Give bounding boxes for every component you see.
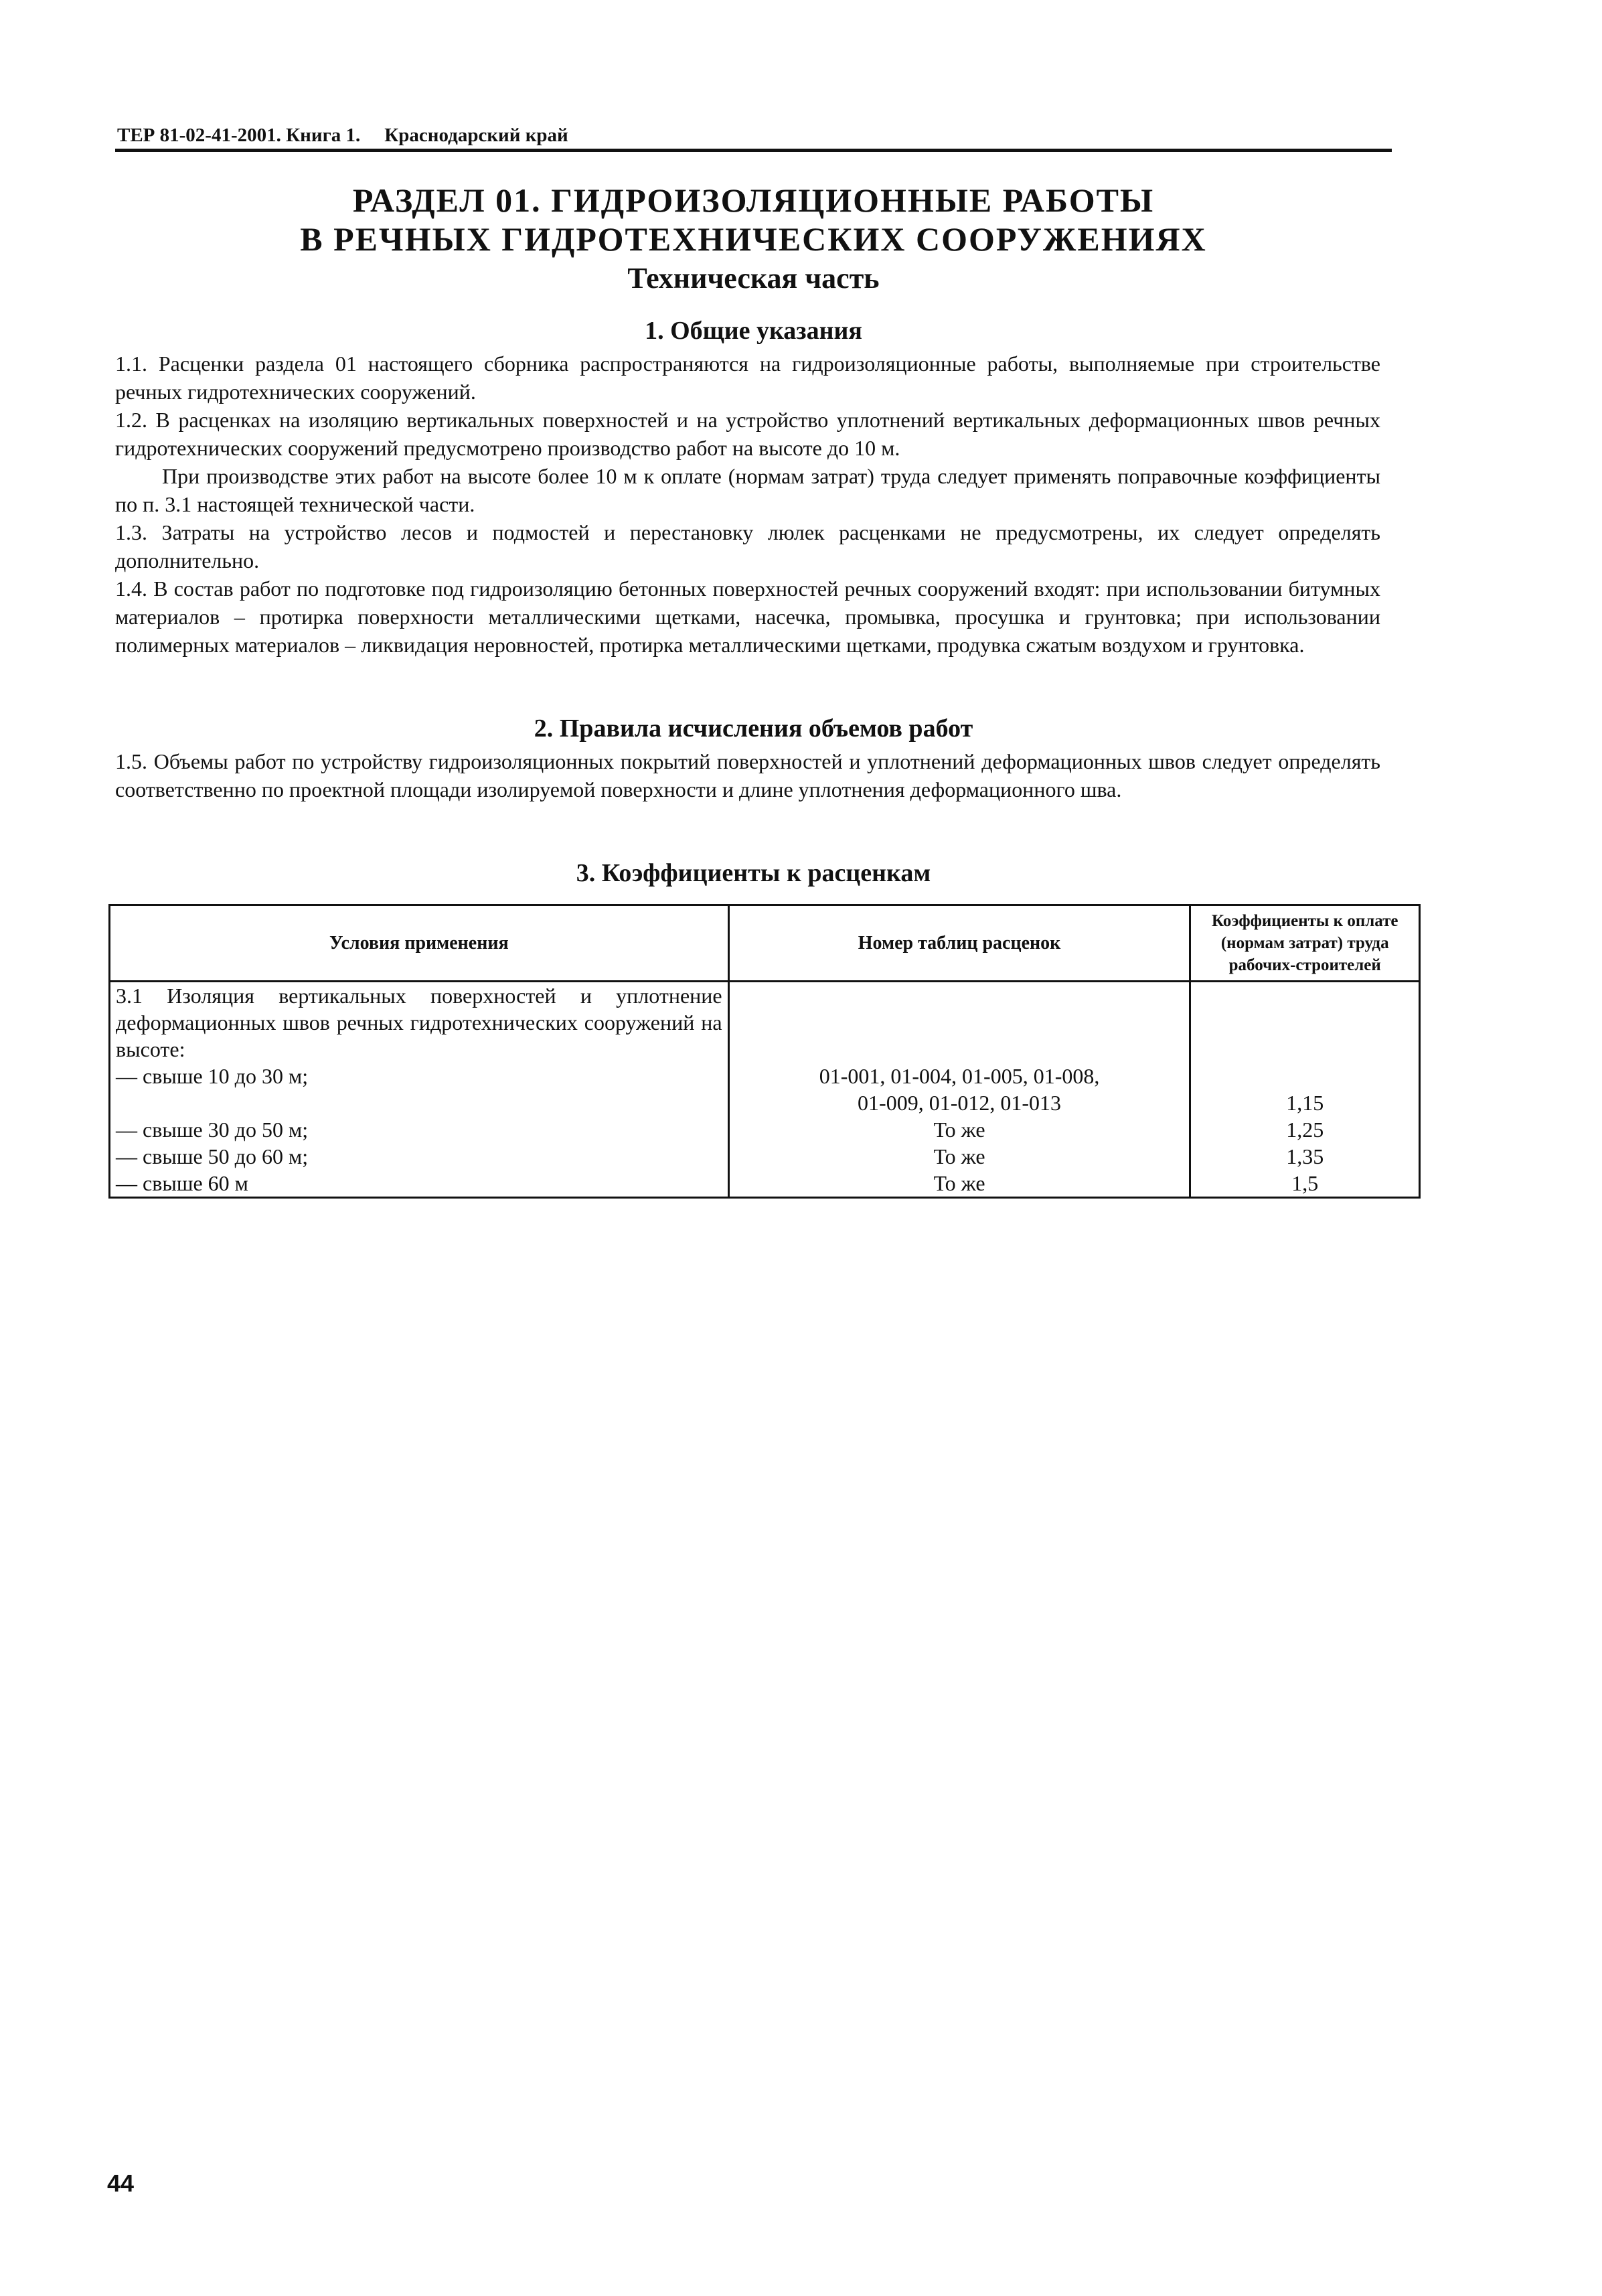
cell-condition: — свыше 30 до 50 м; xyxy=(110,1116,729,1143)
cell-coefficient: 1,25 xyxy=(1190,1116,1420,1143)
heading-coefficients: 3. Коэффициенты к расценкам xyxy=(576,859,931,887)
page-number: 44 xyxy=(107,2169,135,2197)
table-row xyxy=(110,1170,1420,1198)
header-coefficients: Коэффициенты к оплате (нормам затрат) труда рабочих-строителей xyxy=(1190,905,1420,982)
cell-coefficient: 1,15 xyxy=(1190,1063,1420,1116)
paragraph-1-4: 1.4. В состав работ по подготовке под гидроизоляцию бетонных поверхностей речных сооружений входят: при использовании битумных материалов – протирка поверхности металлическими щетками, насечка, промывка, просушка и грунтовка; при использовании полимерных материалов – ликвидация неровностей, протирка металлическими щетками, продувка сжатым воздухом и грунтовка. xyxy=(115,577,1380,657)
paragraph-1-2: 1.2. В расценках на изоляцию вертикальных поверхностей и на устройство уплотнений вертикальных деформационных швов речных гидротехнических сооружений предусмотрено производство работ на высоте до 10 м. xyxy=(115,408,1380,460)
cell-table-numbers: То же xyxy=(728,1170,1190,1198)
cell-intro: 3.1 Изоляция вертикальных поверхностей и уплотнение деформационных швов речных гидротехнических сооружений на высоте: xyxy=(110,982,729,1063)
section-title-line-1: РАЗДЕЛ 01. ГИДРОИЗОЛЯЦИОННЫЕ РАБОТЫ xyxy=(352,181,1155,219)
heading-volume-rules: 2. Правила исчисления объемов работ xyxy=(534,714,973,743)
paragraph-1-5: 1.5. Объемы работ по устройству гидроизоляционных покрытий поверхностей и уплотнений деформационных швов следует определять соответственно по проектной площади изолируемой поверхности и длине уплотнения деформационного шва. xyxy=(115,749,1380,801)
cell-coefficient: 1,5 xyxy=(1190,1170,1420,1198)
general-instructions-text xyxy=(115,350,1380,659)
cell-table-numbers: То же xyxy=(728,1143,1190,1170)
cell-table-numbers xyxy=(728,1063,1190,1116)
running-head xyxy=(117,125,568,147)
section-title-line-2: В РЕЧНЫХ ГИДРОТЕХНИЧЕСКИХ СООРУЖЕНИЯХ xyxy=(300,220,1207,258)
paragraph-1-3: 1.3. Затраты на устройство лесов и подмостей и перестановку люлек расценками не предусмотрены, их следует определять дополнительно. xyxy=(115,520,1380,572)
header-rule xyxy=(115,149,1392,152)
coefficients-table xyxy=(108,904,1421,1199)
volume-rules-text xyxy=(115,747,1380,803)
heading-general-instructions: 1. Общие указания xyxy=(645,317,862,345)
table-row xyxy=(110,1143,1420,1170)
paragraph-1-2-continued: При производстве этих работ на высоте более 10 м к оплате (нормам затрат) труда следует применять поправочные коэффициенты по п. 3.1 настоящей технической части. xyxy=(115,464,1380,516)
table-row xyxy=(110,1116,1420,1143)
running-head-code: ТЕР 81-02-41-2001. Книга 1. xyxy=(117,125,361,146)
paragraph-1-1: 1.1. Расценки раздела 01 настоящего сборника распространяются на гидроизоляционные работы, выполняемые при строительстве речных гидротехнических сооружений. xyxy=(115,352,1380,404)
cell-empty xyxy=(1190,982,1420,1063)
cell-coefficient: 1,35 xyxy=(1190,1143,1420,1170)
table-header-row xyxy=(110,905,1420,982)
table-row xyxy=(110,1063,1420,1116)
section-subtitle: Техническая часть xyxy=(627,262,880,295)
cell-condition: — свыше 60 м xyxy=(110,1170,729,1198)
header-table-numbers: Номер таблиц расценок xyxy=(728,905,1190,982)
running-head-region: Краснодарский край xyxy=(384,125,568,146)
cell-table-numbers: То же xyxy=(728,1116,1190,1143)
cell-empty xyxy=(728,982,1190,1063)
table-numbers-line-1: 01-001, 01-004, 01-005, 01-008, xyxy=(819,1064,1100,1088)
header-conditions: Условия применения xyxy=(110,905,729,982)
cell-condition: — свыше 10 до 30 м; xyxy=(110,1063,729,1116)
table-row-intro xyxy=(110,982,1420,1063)
cell-condition: — свыше 50 до 60 м; xyxy=(110,1143,729,1170)
table-numbers-line-2: 01-009, 01-012, 01-013 xyxy=(858,1091,1062,1115)
